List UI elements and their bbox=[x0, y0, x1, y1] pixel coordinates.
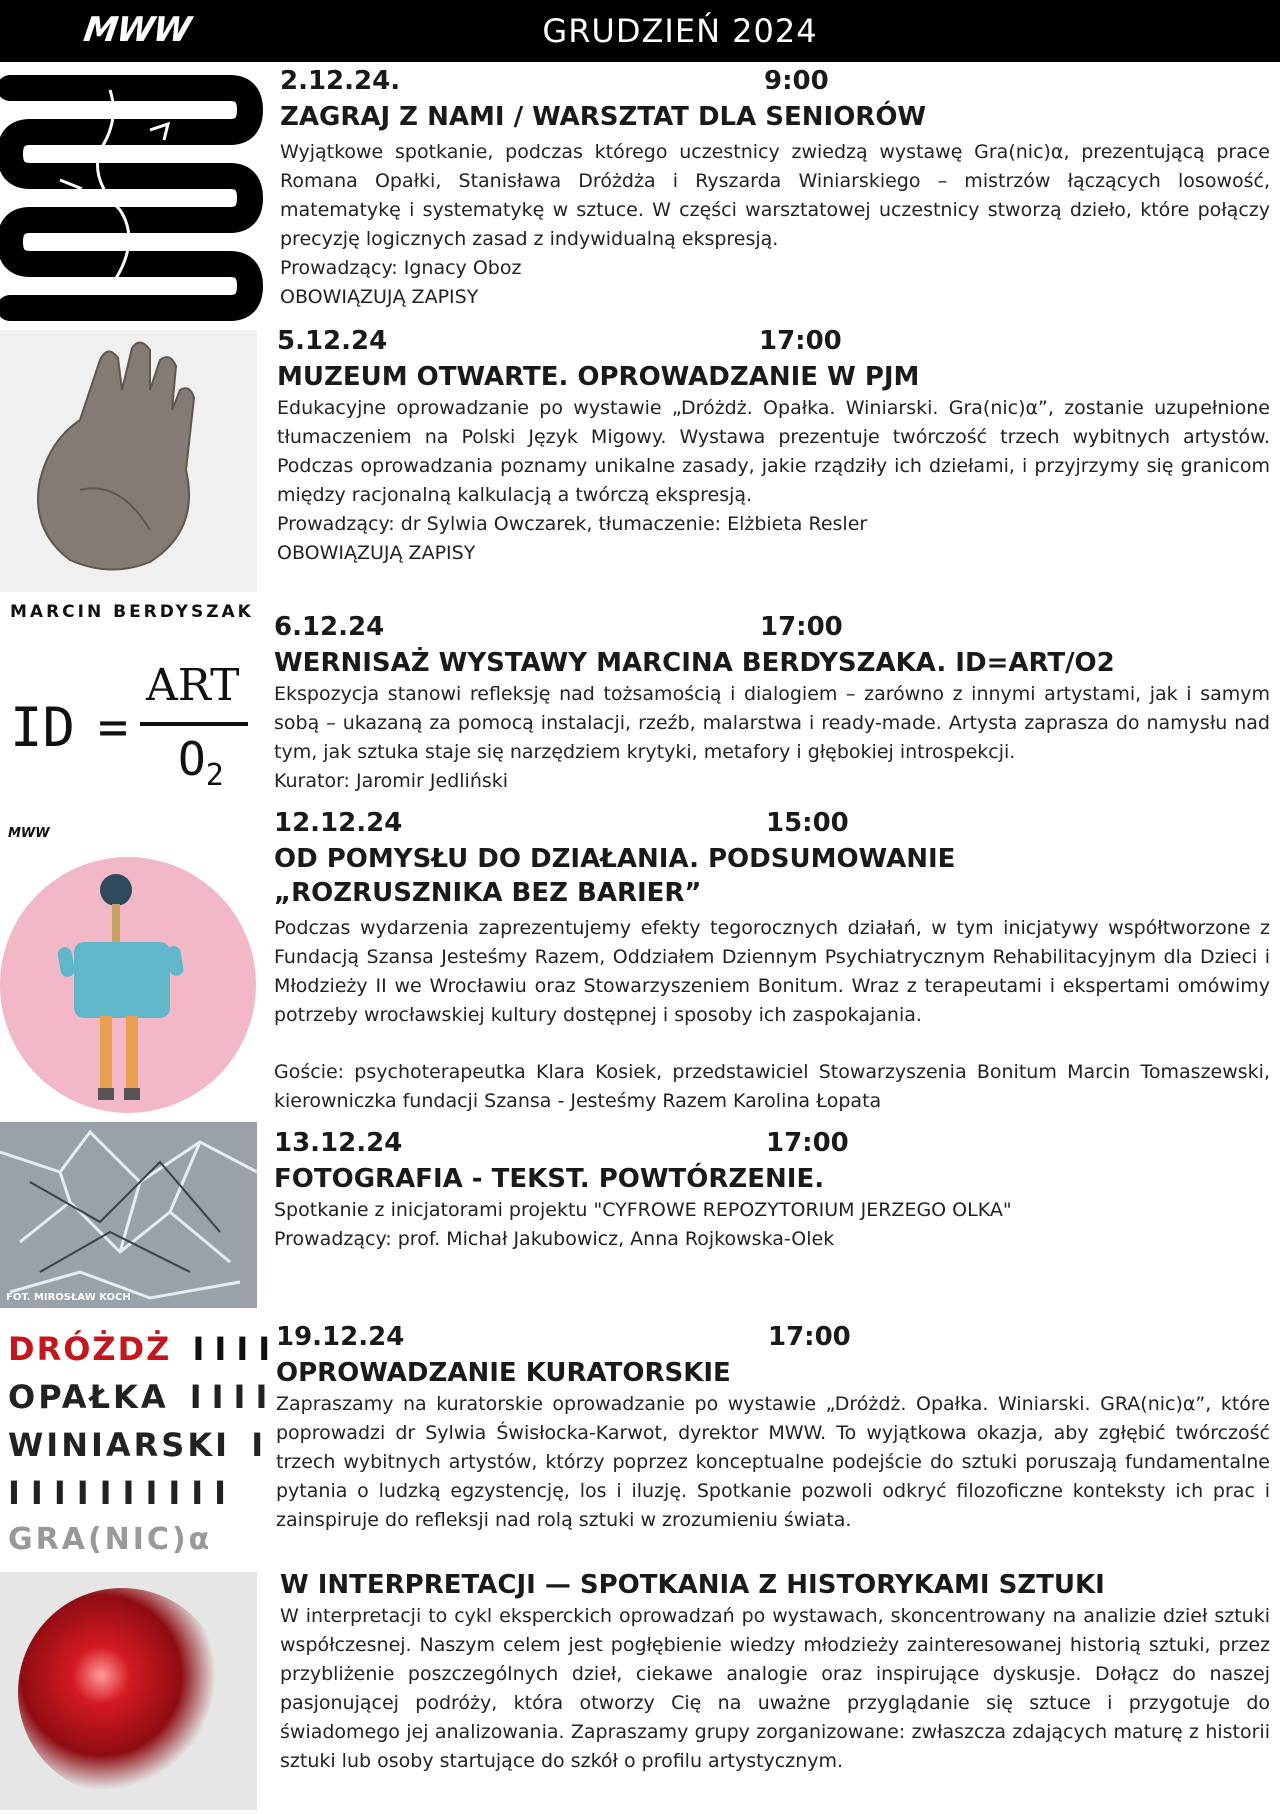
event-time: 15:00 bbox=[766, 808, 849, 838]
thumb-glass-photo bbox=[0, 1122, 257, 1308]
event-note: OBOWIĄZUJĄ ZAPISY bbox=[277, 542, 476, 564]
event-date: 13.12.24 bbox=[274, 1128, 403, 1158]
event-curator: Kurator: Jaromir Jedliński bbox=[274, 770, 509, 792]
event-host: Prowadzący: prof. Michał Jakubowicz, Anna Rojkowska-Olek bbox=[274, 1228, 835, 1250]
event-4 bbox=[274, 808, 1270, 1118]
event-date: 12.12.24 bbox=[274, 808, 403, 838]
event-title: OPROWADZANIE KURATORSKIE bbox=[276, 1358, 731, 1388]
berdyszak-name: MARCIN BERDYSZAK bbox=[10, 602, 254, 622]
event-3 bbox=[274, 612, 1270, 802]
names-line-5: GRA(NIC)α bbox=[8, 1522, 213, 1557]
wave-pattern-icon bbox=[0, 70, 257, 322]
small-mww-logo: MWW bbox=[8, 826, 50, 841]
event-time: 9:00 bbox=[764, 66, 829, 96]
event-time: 17:00 bbox=[768, 1322, 851, 1352]
event-7 bbox=[280, 1570, 1270, 1806]
fraction-line bbox=[140, 722, 248, 726]
names-line-3: WINIARSKI I bbox=[8, 1426, 274, 1464]
event-host: Prowadzący: Ignacy Oboz bbox=[280, 257, 522, 279]
event-title: OD POMYSŁU DO DZIAŁANIA. PODSUMOWANIE bbox=[274, 844, 956, 874]
event-description: Zapraszamy na kuratorskie oprowadzanie po wystawie „Dróżdż. Opałka. Winiarski. GRA(nic)α”, które poprowadzi dr Sylwia Świsłocka-Karwot, dyrektor MWW. To wyjątkowa okazja, aby zgłębić twórczość trzech wybitnych artystów, którzy poprzez konceptualne podejście do sztuki poruszają fundamentalne pytania o ludzką egzystencję, los i iluzję. Spotkanie pozwoli odkryć filozoficzne konteksty ich prac i zainspiruje do refleksji nad rolą sztuki w zrozumieniu świata. bbox=[276, 1393, 1270, 1531]
event-description: Ekspozycja stanowi refleksję nad tożsamością i dialogiem – zarówno z innymi artystami, jak i samym sobą – ukazaną za pomocą instalacji, rzeźb, malarstwa i ready-made. Artysta zaprasza do namysłu nad tym, jak sztuka staje się narzędziem krytyki, metafory i głębokiej introspekcji. bbox=[274, 683, 1270, 763]
event-1 bbox=[280, 66, 1270, 312]
event-6 bbox=[276, 1322, 1270, 1544]
event-title: ZAGRAJ Z NAMI / WARSZTAT DLA SENIORÓW bbox=[280, 102, 927, 132]
event-time: 17:00 bbox=[760, 612, 843, 642]
event-title-line-2: „ROZRUSZNIKA BEZ BARIER” bbox=[274, 878, 702, 908]
equals-sign: = bbox=[98, 698, 129, 756]
figure-icon bbox=[0, 820, 257, 1120]
event-description: W interpretacji to cykl eksperckich oprowadzań po wystawach, skoncentrowany na analizie dzieł sztuki współczesnej. Naszym celem jest pogłębienie wiedzy młodzieży zainteresowanej historią sztuki, przez przybliżenie poszczególnych dzieł, ciekawe analogie oraz inspirujące dyskusje. Dołącz do naszej pasjonującej podróży, która otworzy Cię na uważne przyglądanie się sztuce i przygotuje do świadomego jej analizowania. Zapraszamy grupy zorganizowane: zwłaszcza zdających maturę z historii sztuki lub osoby startujące do szkół o profilu artystycznym. bbox=[280, 1605, 1270, 1772]
thumb-red-sphere bbox=[0, 1572, 257, 1810]
names-line-4: IIIIIIIIII bbox=[8, 1474, 238, 1512]
event-5 bbox=[274, 1128, 1270, 1258]
event-title: WERNISAŻ WYSTAWY MARCINA BERDYSZAKA. ID=ART/O2 bbox=[274, 648, 1115, 678]
event-title: MUZEUM OTWARTE. OPROWADZANIE W PJM bbox=[277, 362, 920, 392]
event-description: Edukacyjne oprowadzanie po wystawie „Dróżdż. Opałka. Winiarski. Gra(nic)α”, zostanie uzupełnione tłumaczeniem na Polski Język Migowy. Wystawa prezentuje twórczość trzech wybitnych artystów. Podczas oprowadzania poznamy unikalne zasady, jakie rządziły ich dziełami, i przyjrzymy się granicom między racjonalną kalkulacją a twórczą ekspresją. bbox=[277, 397, 1270, 506]
hand-icon bbox=[0, 330, 257, 592]
event-2 bbox=[277, 326, 1270, 572]
o2-label: $O_2$ bbox=[178, 732, 224, 794]
event-date: 5.12.24 bbox=[277, 326, 388, 356]
thumb-berdyszak bbox=[0, 598, 257, 798]
names-line-2: OPAŁKA IIII bbox=[8, 1378, 278, 1416]
red-sphere-icon bbox=[0, 1572, 257, 1810]
thumb-wave-pattern bbox=[0, 70, 257, 322]
event-date: 6.12.24 bbox=[274, 612, 385, 642]
event-guests: Goście: psychoterapeutka Klara Kosiek, przedstawiciel Stowarzyszenia Bonitum Marcin Tomaszewski, kierowniczka fundacji Szansa - Jesteśmy Razem Karolina Łopata bbox=[274, 1061, 1270, 1112]
event-date: 19.12.24 bbox=[276, 1322, 405, 1352]
event-note: OBOWIĄZUJĄ ZAPISY bbox=[280, 286, 479, 308]
page-header bbox=[0, 0, 1280, 62]
event-time: 17:00 bbox=[759, 326, 842, 356]
event-time: 17:00 bbox=[766, 1128, 849, 1158]
event-title: FOTOGRAFIA - TEKST. POWTÓRZENIE. bbox=[274, 1164, 825, 1194]
mww-logo: MWW bbox=[81, 10, 193, 50]
event-description: Podczas wydarzenia zaprezentujemy efekty tegorocznych działań, w tym inicjatywy współtworzone z Fundacją Szansa Jesteśmy Razem, Oddziałem Dziennym Psychiatrycznym Rehabilitacyjnym dla Dzieci i Młodzieży II we Wrocławiu oraz Stowarzyszeniem Bonitum. Wraz z terapeutami i ekspertami omówimy potrzeby wrocławskiej kultury dostępnej i sposoby ich zaspokajania. bbox=[274, 917, 1270, 1026]
thumb-figure bbox=[0, 820, 257, 1120]
cracked-glass-icon bbox=[0, 1122, 257, 1308]
event-date: 2.12.24. bbox=[280, 66, 401, 96]
photo-credit: FOT. MIROSŁAW KOCH bbox=[6, 1292, 131, 1303]
thumb-artist-names bbox=[0, 1322, 281, 1562]
names-line-1: DRÓŻDŻ IIII bbox=[8, 1330, 281, 1368]
event-description: Spotkanie z inicjatorami projektu "CYFROWE REPOZYTORIUM JERZEGO OLKA" bbox=[274, 1199, 1012, 1221]
month-title: GRUDZIEŃ 2024 bbox=[542, 12, 818, 50]
event-title: W INTERPRETACJI — SPOTKANIA Z HISTORYKAMI SZTUKI bbox=[280, 1570, 1105, 1600]
event-description: Wyjątkowe spotkanie, podczas którego uczestnicy zwiedzą wystawę Gra(nic)α, prezentującą prace Romana Opałki, Stanisława Dróżdża i Ryszarda Winiarskiego – mistrzów łączących losowość, matematykę i systematykę w sztuce. W części warsztatowej uczestnicy stworzą dzieło, które połączy precyzję logicznych zasad z indywidualną ekspresją. bbox=[280, 141, 1270, 250]
art-label: ART bbox=[146, 660, 240, 711]
thumb-hand bbox=[0, 330, 257, 592]
id-label: ID bbox=[10, 696, 76, 759]
event-host: Prowadzący: dr Sylwia Owczarek, tłumaczenie: Elżbieta Resler bbox=[277, 513, 868, 535]
